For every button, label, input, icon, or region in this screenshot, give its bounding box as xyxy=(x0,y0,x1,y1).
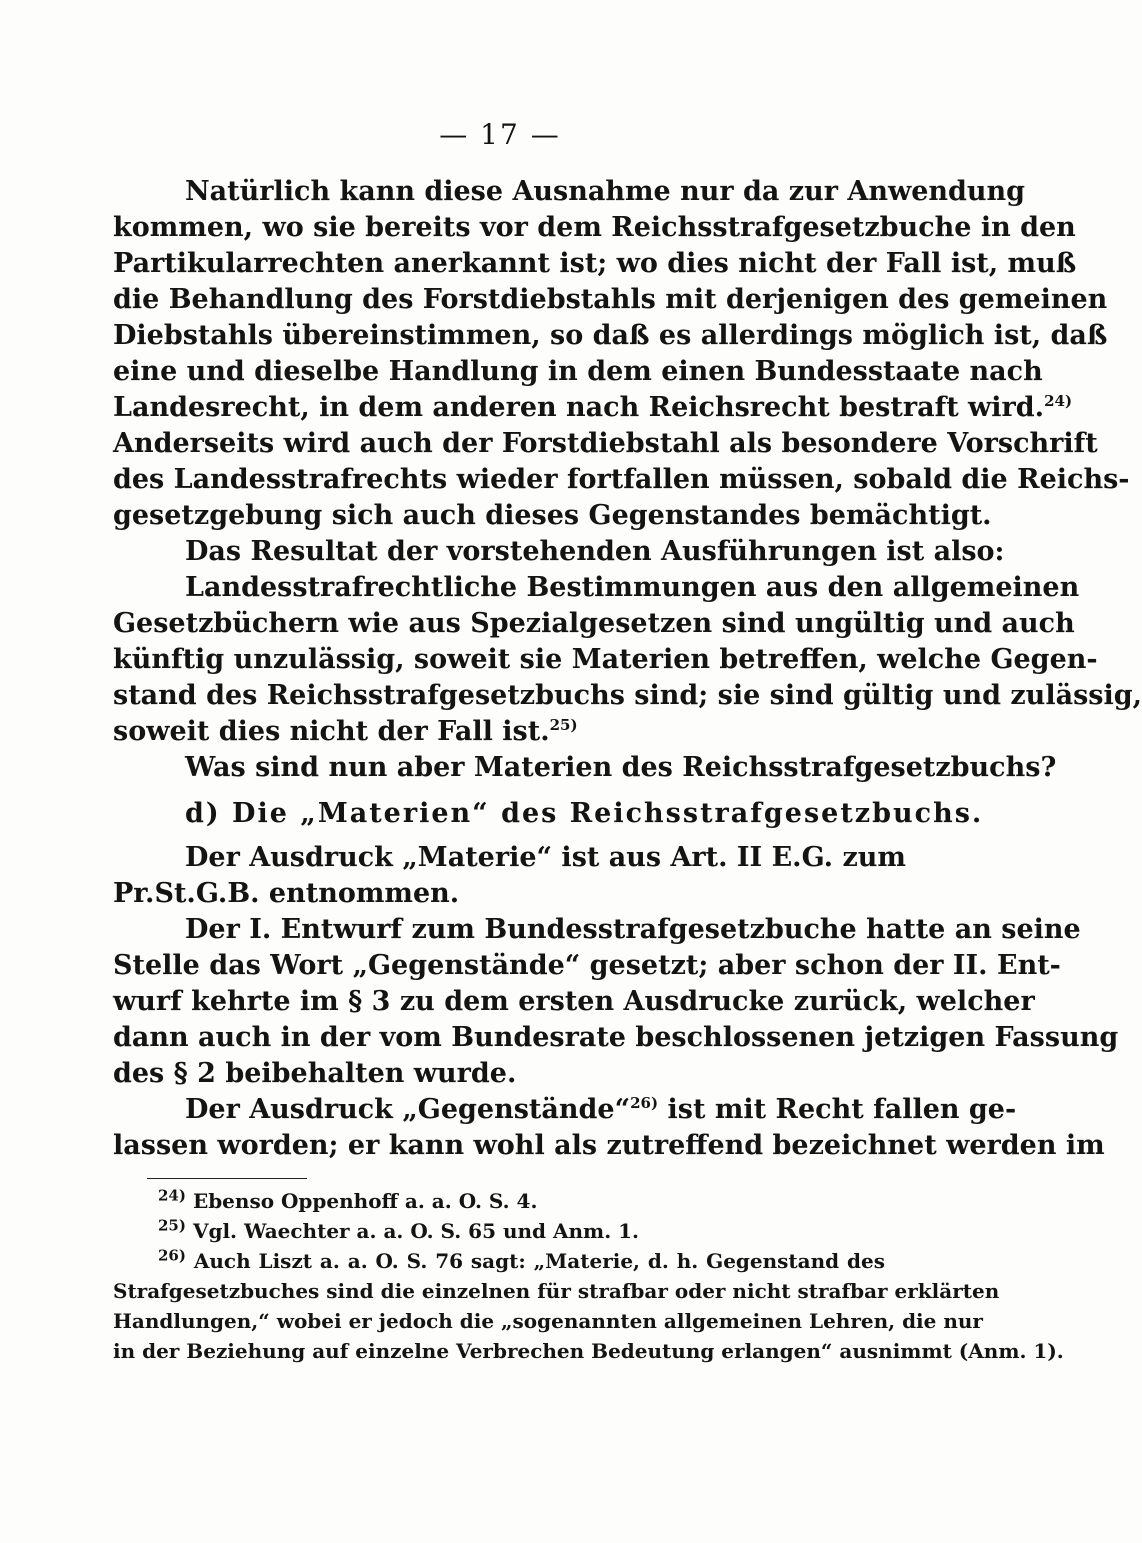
text-line xyxy=(113,714,885,750)
footnotes xyxy=(113,1186,1064,1366)
footnote-26-line: Handlungen,“ wobei er jedoch die „sogenannten allgemeinen Lehren, die nur xyxy=(113,1309,983,1333)
text-line: des § 2 beibehalten wurde. xyxy=(113,1058,517,1089)
text-line: Diebstahls übereinstimmen, so daß es allerdings möglich ist, daß xyxy=(113,320,1108,351)
text-line: Anderseits wird auch der Forstdiebstahl als besondere Vorschrift xyxy=(113,428,1098,459)
footnote-24 xyxy=(113,1186,885,1216)
text-line xyxy=(113,1092,1017,1128)
text-line: die Behandlung des Forstdiebstahls mit derjenigen des gemeinen xyxy=(113,284,1108,315)
footnote-26-line: in der Beziehung auf einzelne Verbrechen Bedeutung erlangen“ ausnimmt (Anm. 1). xyxy=(113,1339,1064,1363)
footnote-ref-26: 26) xyxy=(630,1094,659,1112)
main-text xyxy=(113,174,1142,1164)
text-line: Das Resultat der vorstehenden Ausführungen ist also: xyxy=(185,536,1005,567)
text-line: Partikularrechten anerkannt ist; wo dies nicht der Fall ist, muß xyxy=(113,248,1077,279)
footnote-mark: 24) xyxy=(158,1186,186,1205)
text-line: gesetzgebung sich auch dieses Gegenstandes bemächtigt. xyxy=(113,500,992,531)
text-line: Stelle das Wort „Gegenstände“ gesetzt; aber schon der II. Ent- xyxy=(113,950,1061,981)
footnote-ref-25: 25) xyxy=(549,716,578,734)
text-line: Gesetzbüchern wie aus Spezialgesetzen sind ungültig und auch xyxy=(113,608,1075,639)
text-line: Was sind nun aber Materien des Reichsstrafgesetzbuchs? xyxy=(185,752,1057,783)
text-fragment: Landesrecht, in dem anderen nach Reichsrecht bestraft wird. xyxy=(113,392,1045,423)
section-heading: d) Die „Materien“ des Reichsstrafgesetzbuchs. xyxy=(185,798,984,829)
text-line: Natürlich kann diese Ausnahme nur da zur Anwendung xyxy=(185,176,1026,207)
footnote-25 xyxy=(113,1216,885,1246)
text-line: künftig unzulässig, soweit sie Materien betreffen, welche Gegen- xyxy=(113,644,1098,675)
text-fragment: soweit dies nicht der Fall ist. xyxy=(113,716,550,747)
text-line xyxy=(113,390,1073,426)
footnote-mark: 26) xyxy=(158,1246,186,1265)
footnote-ref-24: 24) xyxy=(1044,392,1073,410)
page-number: — 17 — xyxy=(439,118,561,151)
text-line: lassen worden; er kann wohl als zutreffend bezeichnet werden im xyxy=(113,1130,1105,1161)
text-line: Der I. Entwurf zum Bundesstrafgesetzbuche hatte an seine xyxy=(185,914,1081,945)
footnote-text: Auch Liszt a. a. O. S. 76 sagt: „Materie, d. h. Gegenstand des xyxy=(185,1249,885,1273)
text-line: eine und dieselbe Handlung in dem einen Bundesstaate nach xyxy=(113,356,1043,387)
footnote-mark: 25) xyxy=(158,1216,186,1235)
text-line: stand des Reichsstrafgesetzbuchs sind; sie sind gültig und zulässig, xyxy=(113,680,1142,711)
text-line: Landesstrafrechtliche Bestimmungen aus den allgemeinen xyxy=(185,572,1080,603)
text-line: wurf kehrte im § 3 zu dem ersten Ausdrucke zurück, welcher xyxy=(113,986,1035,1017)
footnote-text: Vgl. Waechter a. a. O. S. 65 und Anm. 1. xyxy=(185,1219,640,1243)
text-fragment: ist mit Recht fallen ge- xyxy=(658,1094,1017,1125)
footnote-divider xyxy=(147,1178,307,1179)
text-fragment: Der Ausdruck „Gegenstände“ xyxy=(185,1094,631,1125)
text-line: Pr.St.G.B. entnommen. xyxy=(113,878,460,909)
text-line: Der Ausdruck „Materie“ ist aus Art. II E.G. zum xyxy=(185,842,906,873)
text-line: dann auch in der vom Bundesrate beschlossenen jetzigen Fassung xyxy=(113,1022,1119,1053)
text-line: des Landesstrafrechts wieder fortfallen müssen, sobald die Reichs- xyxy=(113,464,1130,495)
footnote-26 xyxy=(113,1246,885,1276)
footnote-26-line: Strafgesetzbuches sind die einzelnen für strafbar oder nicht strafbar erklärten xyxy=(113,1279,1000,1303)
footnote-text: Ebenso Oppenhoff a. a. O. S. 4. xyxy=(185,1189,538,1213)
text-line: kommen, wo sie bereits vor dem Reichsstrafgesetzbuche in den xyxy=(113,212,1076,243)
